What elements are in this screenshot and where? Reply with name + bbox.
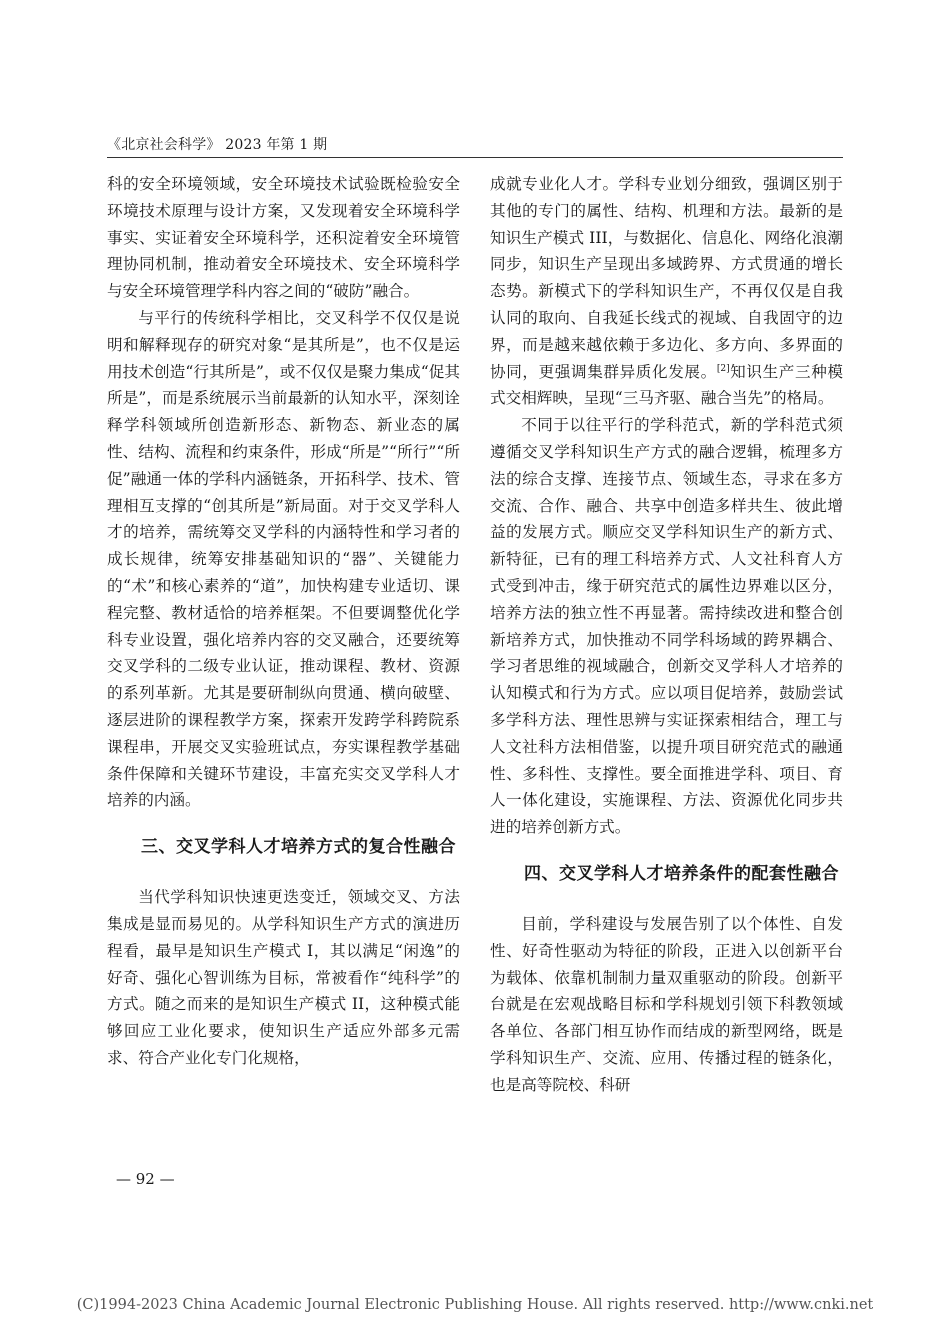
section-heading-4: 四、交叉学科人才培养条件的配套性融合 — [524, 863, 839, 884]
right-paragraph-1 — [490, 171, 843, 412]
page-number: — 92 — — [116, 1170, 175, 1188]
right-paragraph-1-text-a: 成就专业化人才。学科专业划分细致，强调区别于其他的专门的属性、结构、机理和方法。最新的是知识生产模式 III，与数据化、信息化、网络化浪潮同步，知识生产呈现出多域跨界、方式贯通的增长态势。新模式下的学科知识生产，不再仅仅是自我认同的取向、自我延长线式的视域、自我固守的边界，而是越来越依赖于多边化、多方向、多界面的协同，更强调集群异质化发展。 — [490, 175, 843, 381]
left-column — [107, 171, 460, 1072]
right-paragraph-2: 不同于以往平行的学科范式，新的学科范式须遵循交叉学科知识生产方式的融合逻辑，梳理多方法的综合支撑、连接节点、领域生态，寻求在多方交流、合作、融合、共享中创造多样共生、彼此增益的发展方式。顺应交叉学科知识生产的新方式、新特征，已有的理工科培养方式、人文社科育人方式受到冲击，缘于研究范式的属性边界难以区分，培养方法的独立性不再显著。需持续改进和整合创新培养方式，加快推动不同学科场域的跨界耦合、学习者思维的视域融合，创新交叉学科人才培养的认知模式和行为方式。应以项目促培养，鼓励尝试多学科方法、理性思辨与实证探索相结合，理工与人文社科方法相借鉴，以提升项目研究范式的融通性、多科性、支撑性。要全面推进学科、项目、育人一体化建设，实施课程、方法、资源优化同步共进的培养创新方式。 — [490, 416, 843, 837]
citation-ref[interactable]: [2] — [716, 363, 730, 374]
section-heading-3: 三、交叉学科人才培养方式的复合性融合 — [141, 837, 456, 858]
left-paragraph-3: 当代学科知识快速更迭变迁，领域交叉、方法集成是显而易见的。从学科知识生产方式的演进历程看，最早是知识生产模式 I，其以满足“闲逸”的好奇、强化心智训练为目标，常被看作“纯科学”的方式。随之而来的是知识生产模式 II，这种模式能够回应工业化要求，使知识生产适应外部多元需求、符合产业化专门化规格， — [107, 888, 460, 1067]
header-rule — [107, 157, 843, 158]
right-paragraph-3: 目前，学科建设与发展告别了以个体性、自发性、好奇性驱动为特征的阶段，正进入以创新平台为载体、依靠机制制力量双重驱动的阶段。创新平台就是在宏观战略目标和学科规划引领下科教领域各单位、各部门相互协作而结成的新型网络，既是学科知识生产、交流、应用、传播过程的链条化，也是高等院校、科研 — [490, 914, 843, 1094]
journal-header: 《北京社会科学》 2023 年第 1 期 — [107, 137, 328, 153]
left-paragraph-1: 科的安全环境领域，安全环境技术试验既检验安全环境技术原理与设计方案，又发现着安全环境科学事实、实证着安全环境科学，还积淀着安全环境管理协同机制，推动着安全环境技术、安全环境科学与安全环境管理学科内容之间的“破防”融合。 — [107, 175, 460, 301]
right-paragraph-1-text-b: 知识生产三种模式交相辉映，呈现“三马齐驱、融合当先”的格局。 — [490, 362, 843, 408]
left-paragraph-2: 与平行的传统科学相比，交叉科学不仅仅是说明和解释现存的研究对象“是其所是”，也不仅是运用技术创造“行其所是”，或不仅仅是聚力集成“促其所是”，而是系统展示当前最新的认知水平，深刻诠释学科领域所创造新形态、新物态、新业态的属性、结构、流程和约束条件，形成“所是”“所行”“所促”融通一体的学科内涵链条，开拓科学、技术、管理相互支撑的“创其所是”新局面。对于交叉学科人才的培养，需统筹交叉学科的内涵特性和学习者的成长规律，统筹安排基础知识的“器”、关键能力的“术”和核心素养的“道”，加快构建专业适切、课程完整、教材适恰的培养框架。不但要调整优化学科专业设置，强化培养内容的交叉融合，还要统筹交叉学科的二级专业认证，推动课程、教材、资源的系列革新。尤其是要研制纵向贯通、横向破壁、逐层进阶的课程教学方案，探索开发跨学科跨院系课程串，开展交叉实验班试点，夯实课程教学基础条件保障和关键环节建设，丰富充实交叉学科人才培养的内涵。 — [107, 308, 460, 810]
right-column — [490, 171, 843, 1099]
copyright-footer: (C)1994-2023 China Academic Journal Electronic Publishing House. All rights reserved. http://www.cnki.net — [76, 1297, 874, 1313]
